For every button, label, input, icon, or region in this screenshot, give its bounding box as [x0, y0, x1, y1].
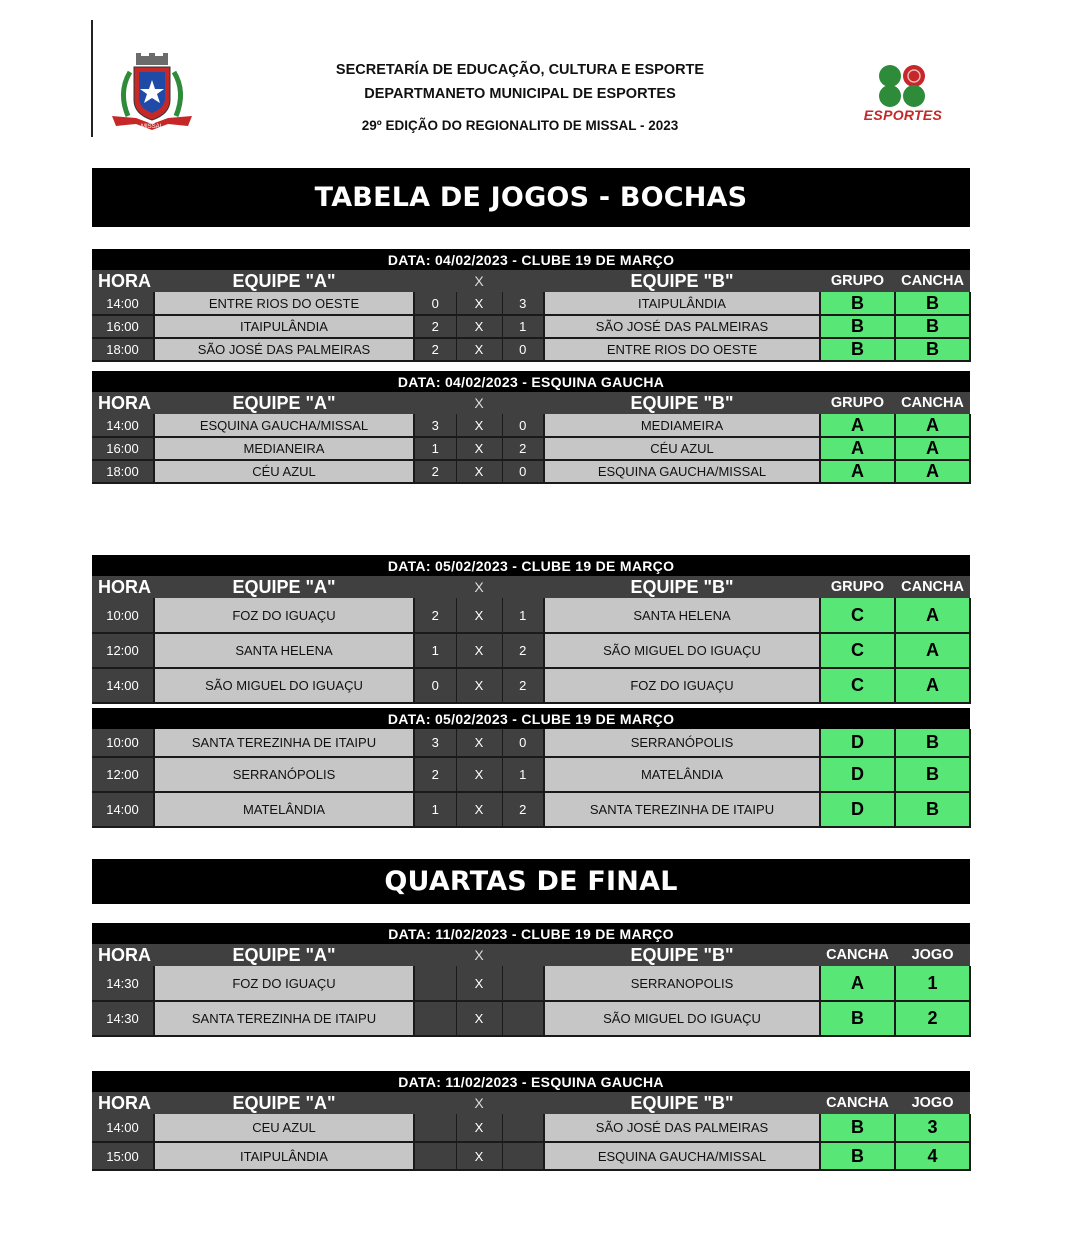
team-b-name: FOZ DO IGUAÇU	[544, 668, 820, 703]
game-row	[92, 633, 970, 668]
versus-x: X	[456, 757, 502, 792]
column-header-equipe-b: EQUIPE "B"	[544, 1092, 820, 1114]
versus-x: X	[456, 460, 502, 483]
versus-x: X	[456, 792, 502, 827]
score-b: 1	[502, 757, 544, 792]
games-table	[92, 708, 971, 828]
date-row	[92, 555, 970, 576]
column-header-equipe-a: EQUIPE "A"	[154, 576, 414, 598]
banner-quartas-de-final	[92, 859, 970, 904]
grupo-value: D	[820, 757, 895, 792]
versus-x: X	[456, 414, 502, 437]
date-row	[92, 923, 970, 944]
cancha-value: A	[895, 633, 970, 668]
column-header-row	[92, 392, 970, 414]
versus-x: X	[456, 315, 502, 338]
games-table	[92, 923, 971, 1037]
header-line-2: DEPARTMANETO MUNICIPAL DE ESPORTES	[364, 86, 676, 102]
jogo-value: 3	[895, 1114, 970, 1142]
cancha-value: B	[820, 1114, 895, 1142]
versus-x: X	[456, 1114, 502, 1142]
game-row	[92, 792, 970, 827]
team-b-name: SANTA HELENA	[544, 598, 820, 633]
banner-title: QUARTAS DE FINAL	[384, 866, 678, 897]
game-row	[92, 1142, 970, 1170]
grupo-value: B	[820, 315, 895, 338]
team-a-name: SANTA TEREZINHA DE ITAIPU	[154, 1001, 414, 1036]
team-a-name: CEU AZUL	[154, 1114, 414, 1142]
team-a-name: ENTRE RIOS DO OESTE	[154, 292, 414, 315]
team-a-name: SANTA TEREZINHA DE ITAIPU	[154, 729, 414, 757]
column-header-jogo: JOGO	[895, 1092, 970, 1114]
jogo-value: 2	[895, 1001, 970, 1036]
score-b	[502, 966, 544, 1001]
column-header-hora: HORA	[92, 392, 154, 414]
game-time: 14:00	[92, 1114, 154, 1142]
versus-x: X	[456, 633, 502, 668]
games-table	[92, 555, 971, 704]
team-a-name: MEDIANEIRA	[154, 437, 414, 460]
score-b: 2	[502, 792, 544, 827]
score-b: 0	[502, 338, 544, 361]
cancha-value: B	[895, 338, 970, 361]
banner-title: TABELA DE JOGOS - BOCHAS	[314, 182, 748, 213]
team-b-name: SERRANÓPOLIS	[544, 729, 820, 757]
team-b-name: ITAIPULÂNDIA	[544, 292, 820, 315]
games-table	[92, 1071, 971, 1171]
section-date: DATA: 05/02/2023 - CLUBE 19 DE MARÇO	[92, 708, 970, 729]
column-header-x: X	[456, 944, 502, 966]
team-a-name: ITAIPULÂNDIA	[154, 315, 414, 338]
cancha-value: B	[820, 1001, 895, 1036]
column-header-score-b	[502, 392, 544, 414]
grupo-value: C	[820, 598, 895, 633]
cancha-value: A	[895, 460, 970, 483]
cancha-value: B	[895, 792, 970, 827]
cancha-value: B	[820, 1142, 895, 1170]
score-b: 1	[502, 315, 544, 338]
score-a: 1	[414, 792, 456, 827]
column-header-score-a	[414, 576, 456, 598]
score-a	[414, 1114, 456, 1142]
games-table	[92, 249, 971, 362]
column-header-grupo: GRUPO	[820, 576, 895, 598]
game-row	[92, 292, 970, 315]
team-a-name: SANTA HELENA	[154, 633, 414, 668]
game-time: 10:00	[92, 598, 154, 633]
team-b-name: MEDIAMEIRA	[544, 414, 820, 437]
column-header-hora: HORA	[92, 576, 154, 598]
grupo-value: A	[820, 414, 895, 437]
versus-x: X	[456, 338, 502, 361]
column-header-row	[92, 270, 970, 292]
team-b-name: MATELÂNDIA	[544, 757, 820, 792]
versus-x: X	[456, 1001, 502, 1036]
column-header-jogo: JOGO	[895, 944, 970, 966]
header-line-3: 29º EDIÇÃO DO REGIONALITO DE MISSAL - 2023	[361, 118, 679, 133]
cancha-value: B	[895, 292, 970, 315]
column-header-row	[92, 1092, 970, 1114]
cancha-value: A	[895, 598, 970, 633]
game-time: 14:00	[92, 414, 154, 437]
score-a	[414, 1001, 456, 1036]
game-time: 14:30	[92, 1001, 154, 1036]
game-time: 14:00	[92, 668, 154, 703]
team-a-name: SERRANÓPOLIS	[154, 757, 414, 792]
score-a: 0	[414, 668, 456, 703]
score-a	[414, 966, 456, 1001]
cancha-value: B	[895, 729, 970, 757]
column-header-score-b	[502, 944, 544, 966]
column-header-x: X	[456, 1092, 502, 1114]
section-date: DATA: 05/02/2023 - CLUBE 19 DE MARÇO	[92, 555, 970, 576]
column-header-x: X	[456, 576, 502, 598]
score-b: 0	[502, 414, 544, 437]
score-b: 3	[502, 292, 544, 315]
column-header-cancha: CANCHA	[895, 392, 970, 414]
date-row	[92, 249, 970, 270]
column-header-equipe-b: EQUIPE "B"	[544, 270, 820, 292]
game-row	[92, 598, 970, 633]
game-time: 16:00	[92, 315, 154, 338]
svg-text:MISSAL: MISSAL	[140, 124, 164, 130]
game-time: 16:00	[92, 437, 154, 460]
game-time: 12:00	[92, 633, 154, 668]
game-row	[92, 729, 970, 757]
team-b-name: SÃO JOSÉ DAS PALMEIRAS	[544, 315, 820, 338]
versus-x: X	[456, 729, 502, 757]
section-date: DATA: 04/02/2023 - ESQUINA GAUCHA	[92, 371, 970, 392]
score-b: 2	[502, 668, 544, 703]
score-b	[502, 1142, 544, 1170]
column-header-x: X	[456, 270, 502, 292]
game-time: 14:00	[92, 792, 154, 827]
game-time: 10:00	[92, 729, 154, 757]
column-header-hora: HORA	[92, 270, 154, 292]
score-a: 2	[414, 460, 456, 483]
section-date: DATA: 11/02/2023 - CLUBE 19 DE MARÇO	[92, 923, 970, 944]
cancha-value: B	[895, 757, 970, 792]
score-a: 2	[414, 598, 456, 633]
column-header-equipe-b: EQUIPE "B"	[544, 392, 820, 414]
game-row	[92, 966, 970, 1001]
team-b-name: CÉU AZUL	[544, 437, 820, 460]
column-header-score-a	[414, 392, 456, 414]
team-a-name: MATELÂNDIA	[154, 792, 414, 827]
team-b-name: ENTRE RIOS DO OESTE	[544, 338, 820, 361]
column-header-cancha: CANCHA	[820, 1092, 895, 1114]
score-a	[414, 1142, 456, 1170]
cancha-value: A	[820, 966, 895, 1001]
score-a: 2	[414, 315, 456, 338]
game-row	[92, 668, 970, 703]
column-header-score-a	[414, 1092, 456, 1114]
game-row	[92, 315, 970, 338]
score-a: 1	[414, 437, 456, 460]
team-b-name: ESQUINA GAUCHA/MISSAL	[544, 1142, 820, 1170]
versus-x: X	[456, 437, 502, 460]
score-b	[502, 1114, 544, 1142]
game-row	[92, 757, 970, 792]
column-header-score-b	[502, 270, 544, 292]
game-time: 18:00	[92, 460, 154, 483]
cancha-value: A	[895, 414, 970, 437]
team-b-name: SÃO MIGUEL DO IGUAÇU	[544, 1001, 820, 1036]
header-divider-line	[91, 20, 93, 137]
grupo-value: A	[820, 437, 895, 460]
grupo-value: C	[820, 668, 895, 703]
grupo-value: C	[820, 633, 895, 668]
team-a-name: ITAIPULÂNDIA	[154, 1142, 414, 1170]
team-b-name: SANTA TEREZINHA DE ITAIPU	[544, 792, 820, 827]
column-header-equipe-a: EQUIPE "A"	[154, 944, 414, 966]
date-row	[92, 371, 970, 392]
games-table	[92, 371, 971, 484]
column-header-equipe-b: EQUIPE "B"	[544, 576, 820, 598]
team-b-name: SÃO JOSÉ DAS PALMEIRAS	[544, 1114, 820, 1142]
column-header-cancha: CANCHA	[895, 270, 970, 292]
column-header-equipe-a: EQUIPE "A"	[154, 1092, 414, 1114]
column-header-score-b	[502, 576, 544, 598]
column-header-score-a	[414, 944, 456, 966]
team-a-name: CÉU AZUL	[154, 460, 414, 483]
game-row	[92, 460, 970, 483]
score-a: 0	[414, 292, 456, 315]
game-row	[92, 338, 970, 361]
header-line-1: SECRETARÍA DE EDUCAÇÃO, CULTURA E ESPORTE	[335, 62, 705, 78]
score-a: 1	[414, 633, 456, 668]
versus-x: X	[456, 598, 502, 633]
column-header-row	[92, 944, 970, 966]
column-header-equipe-b: EQUIPE "B"	[544, 944, 820, 966]
game-row	[92, 1001, 970, 1036]
grupo-value: B	[820, 292, 895, 315]
team-a-name: FOZ DO IGUAÇU	[154, 966, 414, 1001]
crest-ribbon-text	[106, 52, 198, 132]
team-a-name: FOZ DO IGUAÇU	[154, 598, 414, 633]
esportes-logo-text: ESPORTES	[863, 107, 943, 123]
game-time: 15:00	[92, 1142, 154, 1170]
column-header-equipe-a: EQUIPE "A"	[154, 392, 414, 414]
column-header-score-b	[502, 1092, 544, 1114]
game-time: 14:00	[92, 292, 154, 315]
column-header-x: X	[456, 392, 502, 414]
score-b: 0	[502, 460, 544, 483]
cancha-value: A	[895, 437, 970, 460]
score-b: 2	[502, 633, 544, 668]
score-b: 0	[502, 729, 544, 757]
score-a: 3	[414, 729, 456, 757]
versus-x: X	[456, 1142, 502, 1170]
game-row	[92, 414, 970, 437]
column-header-cancha: CANCHA	[895, 576, 970, 598]
score-b: 1	[502, 598, 544, 633]
game-time: 14:30	[92, 966, 154, 1001]
column-header-grupo: GRUPO	[820, 392, 895, 414]
date-row	[92, 1071, 970, 1092]
column-header-grupo: GRUPO	[820, 270, 895, 292]
grupo-value: D	[820, 792, 895, 827]
column-header-score-a	[414, 270, 456, 292]
team-a-name: SÃO JOSÉ DAS PALMEIRAS	[154, 338, 414, 361]
cancha-value: B	[895, 315, 970, 338]
versus-x: X	[456, 292, 502, 315]
grupo-value: B	[820, 338, 895, 361]
section-date: DATA: 11/02/2023 - ESQUINA GAUCHA	[92, 1071, 970, 1092]
banner-tabela-de-jogos	[92, 168, 970, 227]
game-row	[92, 437, 970, 460]
column-header-hora: HORA	[92, 1092, 154, 1114]
grupo-value: D	[820, 729, 895, 757]
grupo-value: A	[820, 460, 895, 483]
game-time: 18:00	[92, 338, 154, 361]
cancha-value: A	[895, 668, 970, 703]
versus-x: X	[456, 966, 502, 1001]
score-b: 2	[502, 437, 544, 460]
team-b-name: SÃO MIGUEL DO IGUAÇU	[544, 633, 820, 668]
game-time: 12:00	[92, 757, 154, 792]
game-row	[92, 1114, 970, 1142]
column-header-row	[92, 576, 970, 598]
team-a-name: SÃO MIGUEL DO IGUAÇU	[154, 668, 414, 703]
column-header-hora: HORA	[92, 944, 154, 966]
column-header-equipe-a: EQUIPE "A"	[154, 270, 414, 292]
date-row	[92, 708, 970, 729]
score-a: 3	[414, 414, 456, 437]
score-a: 2	[414, 338, 456, 361]
team-b-name: SERRANOPOLIS	[544, 966, 820, 1001]
jogo-value: 4	[895, 1142, 970, 1170]
jogo-value: 1	[895, 966, 970, 1001]
section-date: DATA: 04/02/2023 - CLUBE 19 DE MARÇO	[92, 249, 970, 270]
score-b	[502, 1001, 544, 1036]
score-a: 2	[414, 757, 456, 792]
column-header-cancha: CANCHA	[820, 944, 895, 966]
team-b-name: ESQUINA GAUCHA/MISSAL	[544, 460, 820, 483]
versus-x: X	[456, 668, 502, 703]
team-a-name: ESQUINA GAUCHA/MISSAL	[154, 414, 414, 437]
